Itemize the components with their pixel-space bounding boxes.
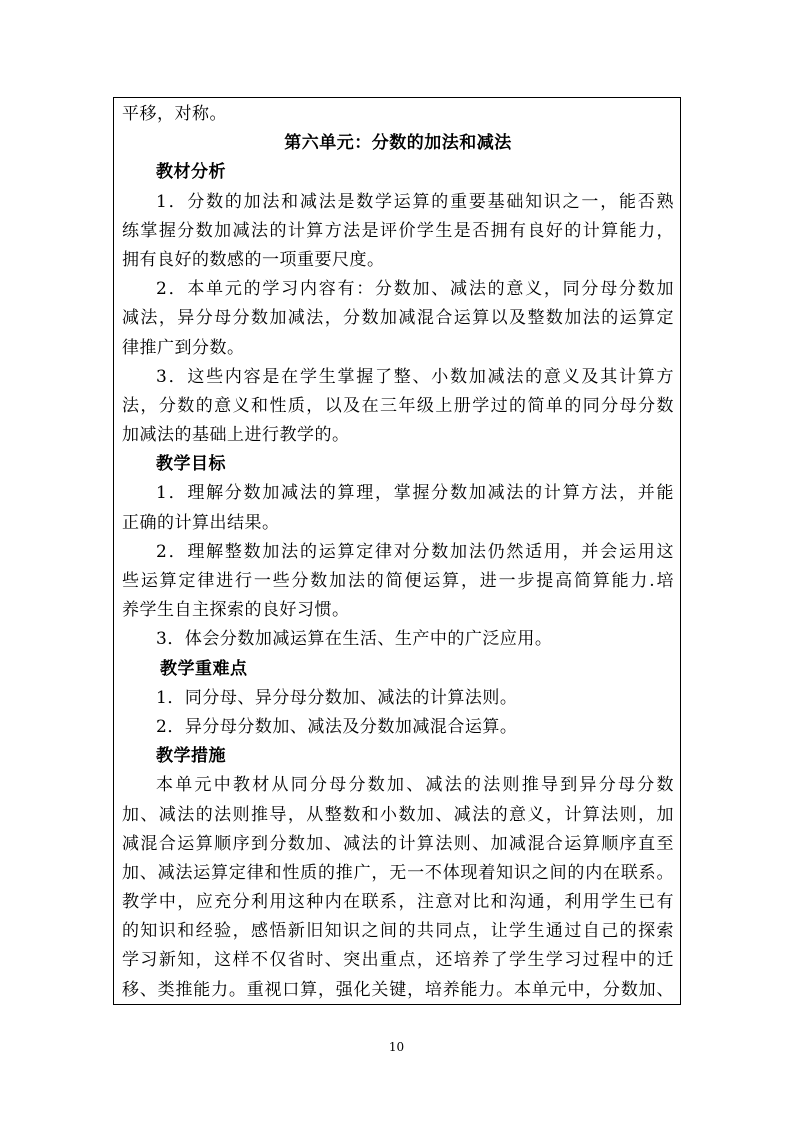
page-number: 10 [388,1040,405,1054]
paragraph-line: 1．同分母、异分母分数加、减法的计算法则。 [156,687,518,708]
paragraph-line: 教学中，应充分利用这种内在联系，注意对比和沟通，利用学生已有 [122,892,674,913]
paragraph-line: 正确的计算出结果。 [122,512,280,533]
content-frame [113,97,681,1005]
section-heading: 教材分析 [156,162,226,183]
document-body [122,100,674,1005]
paragraph-line: 加、减法的法则推导，从整数和小数加、减法的意义，计算法则，加 [122,804,674,825]
paragraph-line: 加、减法运算定律和性质的推广，无一不体现着知识之间的内在联系。 [122,862,674,883]
paragraph-line: 1．理解分数加减法的算理，掌握分数加减法的计算方法，并能 [156,483,674,504]
section-heading: 教学重难点 [160,658,248,679]
paragraph-line: 练掌握分数加减法的计算方法是评价学生是否拥有良好的计算能力， [122,220,674,241]
paragraph-line: 养学生自主探索的良好习惯。 [122,600,350,621]
text-line: 平移，对称。 [122,104,227,124]
paragraph-line: 2．本单元的学习内容有：分数加、减法的意义，同分母分数加 [156,279,674,300]
paragraph-line: 减法，异分母分数加减法，分数加减混合运算以及整数加法的运算定 [122,308,674,329]
paragraph-line: 2．异分母分数加、减法及分数加减混合运算。 [156,716,518,737]
paragraph-line: 学习新知，这样不仅省时、突出重点，还培养了学生学习过程中的迁 [122,950,674,971]
paragraph-line: 移、类推能力。重视口算，强化关键，培养能力。本单元中，分数加、 [122,979,674,1000]
paragraph-line: 3．这些内容是在学生掌握了整、小数加减法的意义及其计算方 [156,366,674,387]
paragraph-line: 本单元中教材从同分母分数加、减法的法则推导到异分母分数 [156,775,674,796]
paragraph-line: 拥有良好的数感的一项重要尺度。 [122,249,385,270]
paragraph-line: 1．分数的加法和减法是数学运算的重要基础知识之一，能否熟 [156,191,674,212]
paragraph-line: 2．理解整数加法的运算定律对分数加法仍然适用，并会运用这 [156,541,674,562]
unit-title: 第六单元：分数的加法和减法 [284,133,512,154]
section-heading: 教学措施 [156,746,226,767]
paragraph-line: 法，分数的意义和性质，以及在三年级上册学过的简单的同分母分数 [122,395,674,416]
paragraph-line: 些运算定律进行一些分数加法的简便运算，进一步提高简算能力.培 [122,571,674,591]
paragraph-line: 的知识和经验，感悟新旧知识之间的共同点，让学生通过自己的探索 [122,921,674,942]
paragraph-line: 减混合运算顺序到分数加、减法的计算法则、加减混合运算顺序直至 [122,833,674,854]
section-heading: 教学目标 [156,454,226,475]
paragraph-line: 律推广到分数。 [122,337,245,358]
paragraph-line: 加减法的基础上进行教学的。 [122,425,350,446]
paragraph-line: 3．体会分数加减运算在生活、生产中的广泛应用。 [156,629,553,650]
